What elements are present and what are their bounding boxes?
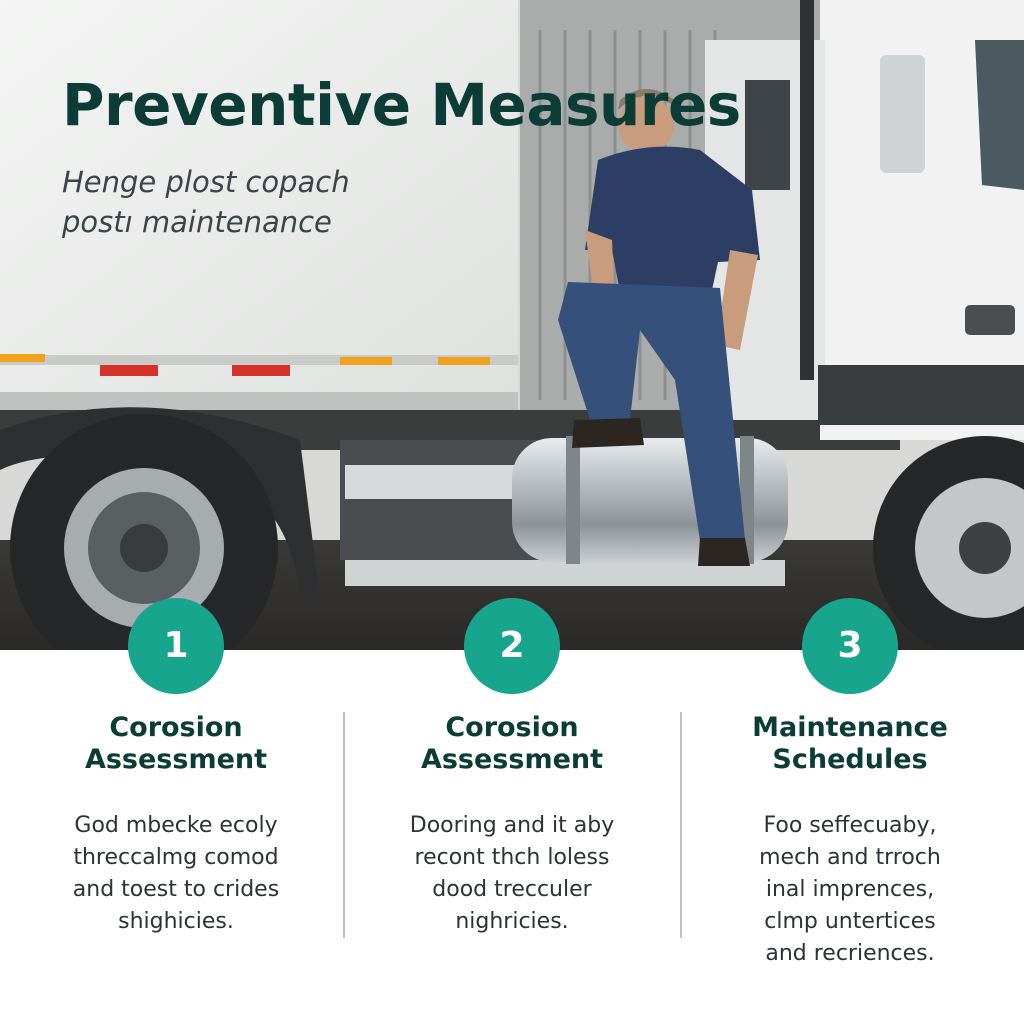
page-title: Preventive Measures (62, 71, 741, 139)
step-1-title: Corosion Assessment (84, 712, 268, 775)
step-1-description: God mbecke ecoly threccalmg comod and toest to crides shighicies. (72, 813, 280, 934)
step-3-description: Foo seffecuaby, mech and trroch inal imprences, clmp untertices and recriences. (759, 813, 941, 966)
step-2-description: Dooring and it aby recont thch loless dood trecculer nighricies. (409, 813, 615, 934)
step-1-number-badge: 1 (128, 598, 224, 694)
step-3-title: Maintenance Schedules (752, 712, 948, 775)
steps-section (0, 598, 1024, 1024)
step-2-title: Corosion Assessment (420, 712, 604, 775)
step-1 (26, 598, 326, 938)
step-divider (680, 712, 682, 938)
page-subtitle: Henge plost copach postı maintenance (62, 165, 350, 239)
step-3-number-badge: 3 (802, 598, 898, 694)
hero-text-block (62, 72, 741, 242)
step-divider (343, 712, 345, 938)
step-2-number-badge: 2 (464, 598, 560, 694)
step-2 (362, 598, 662, 938)
step-3 (700, 598, 1000, 970)
